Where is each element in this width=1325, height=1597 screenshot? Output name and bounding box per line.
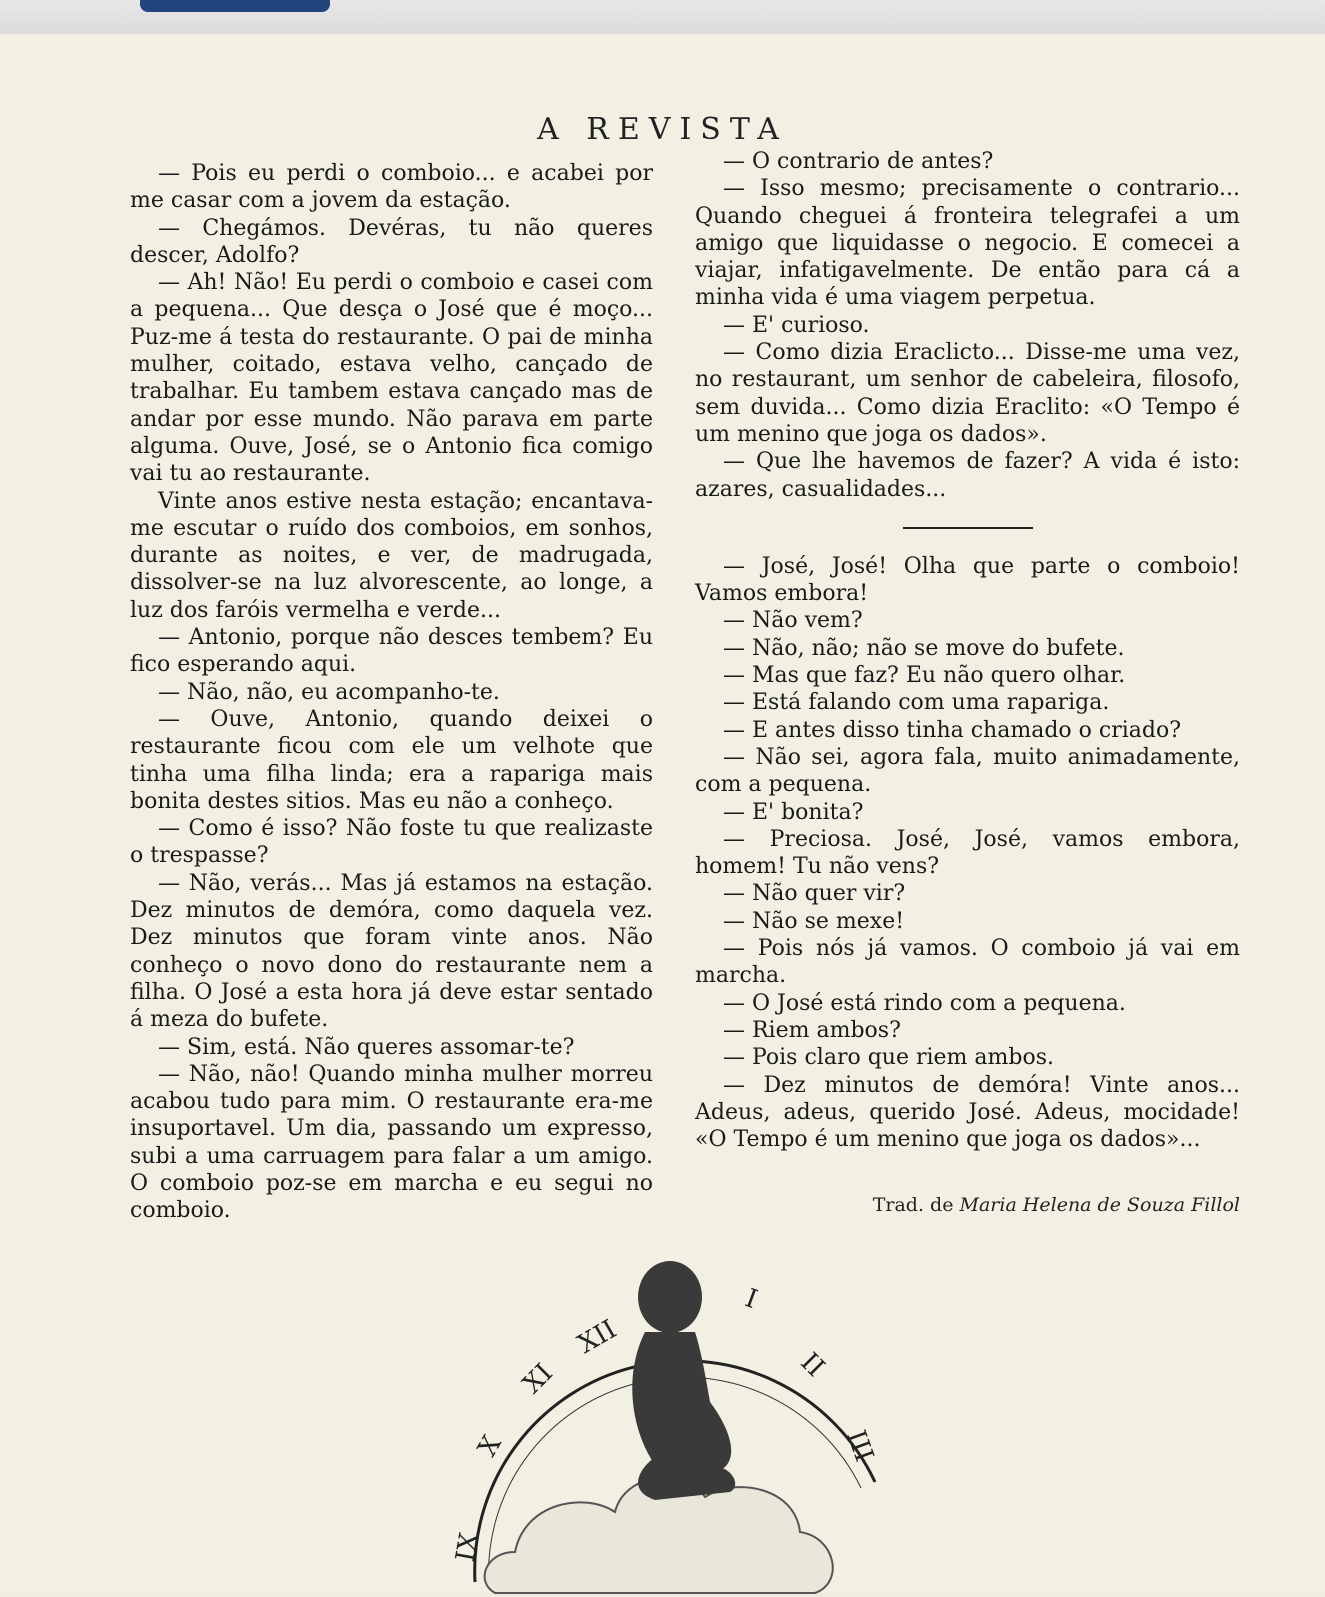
paragraph: — Não, verás... Mas já estamos na estação. Dez minutos de demóra, como daquela vez. Dez minutos que foram vinte anos. Não conheço o novo dono do restaurante nem a filha. O José a esta hora já deve estar sentado á meza do bufete.	[130, 870, 653, 1033]
paragraph: — Como é isso? Não foste tu que realizaste o trespasse?	[130, 816, 653, 869]
paragraph: — O José está rindo com a pequena.	[723, 990, 1126, 1016]
paragraph: — Que lhe havemos de fazer? A vida é isto: azares, casualidades...	[695, 449, 1240, 502]
paragraph: — O contrario de antes?	[723, 149, 994, 174]
paragraph: — Como dizia Eraclicto... Disse-me uma vez, no restaurant, um senhor de cabeleira, filosofo, sem duvida... Como dizia Eraclito: «O Tempo é um menino que joga os dados».	[695, 340, 1240, 447]
paragraph: — José, José! Olha que parte o comboio! Vamos embora!	[695, 553, 1240, 607]
numeral-xii: XII	[573, 1314, 622, 1360]
translation-credit	[695, 1194, 1240, 1216]
numeral-x: X	[472, 1430, 508, 1462]
paragraph: — Preciosa. José, José, vamos embora, homem! Tu não vens?	[695, 826, 1240, 880]
paragraph: — Dez minutos de demóra! Vinte anos... Adeus, adeus, querido José. Adeus, mocidade! «O Tempo é um menino que joga os dados»...	[695, 1072, 1240, 1153]
paragraph: — Chegámos. Devéras, tu não queres descer, Adolfo?	[130, 215, 653, 268]
left-column	[130, 160, 653, 1225]
paragraph: — Ouve, Antonio, quando deixei o restaurante ficou com ele um velhote que tinha uma filha linda; era a rapariga mais bonita destes sitios. Mas eu não a conheço.	[130, 706, 653, 814]
paragraph: — Sim, está. Não queres assomar-te?	[158, 1034, 575, 1060]
paragraph: — Ah! Não! Eu perdi o comboio e casei com a pequena... Que desça o José que é moço... Puz-me á testa do restaurante. O pai de minha mulher, coitado, estava velho, cançado de trabalhar. Eu tambem estava cançado mas de andar por esse mundo. Não parava em parte alguma. Ouve, José, se o Antonio fica comigo vai tu ao restaurante.	[130, 270, 653, 487]
paragraph: — Não quer vir?	[723, 881, 906, 907]
paragraph: — Não vem?	[723, 608, 863, 634]
numeral-iii: III	[840, 1426, 880, 1466]
numeral-ix: IX	[450, 1530, 486, 1564]
top-strip	[0, 0, 1325, 38]
paragraph: — Não sei, agora fala, muito animadamente, com a pequena.	[695, 744, 1240, 798]
paragraph: Vinte anos estive nesta estação; encantava-me escutar o ruído dos comboios, em sonhos, durante as noites, e ver, de madrugada, dissolver-se na luz alvorescente, ao longe, a luz dos faróis vermelha e verde...	[130, 488, 653, 623]
paragraph: — Isso mesmo; precisamente o contrario... Quando cheguei á fronteira telegrafei a um amigo que liquidasse o negocio. E comecei a viajar, infatigavelmente. De então para cá a minha vida é uma viagem perpetua.	[695, 176, 1240, 311]
paragraph: — Antonio, porque não desces tembem? Eu fico esperando aqui.	[130, 625, 653, 678]
paragraph: — Pois nós já vamos. O comboio já vai em marcha.	[695, 936, 1240, 989]
numeral-i: I	[741, 1283, 762, 1316]
paragraph: — Não, não! Quando minha mulher morreu acabou tudo para mim. O restaurante era-me insuportavel. Um dia, passando um expresso, subi a uma carruagem para falar a um amigo. O comboio poz-se em marcha e eu segui no comboio.	[130, 1061, 653, 1224]
binder-tab	[140, 0, 330, 12]
paragraph: — Não, não, eu acompanho-te.	[158, 679, 500, 705]
paragraph: — Não, não; não se move do bufete.	[723, 635, 1125, 661]
paragraph: — Não se mexe!	[723, 908, 905, 934]
paragraph: — Pois claro que riem ambos.	[723, 1045, 1054, 1071]
credit-prefix: Trad. de	[872, 1194, 954, 1216]
numeral-xi: XI	[517, 1358, 559, 1400]
paragraph: — Riem ambos?	[723, 1017, 901, 1043]
paragraph: — E' bonita?	[723, 799, 864, 825]
page-header: A REVISTA	[537, 112, 788, 147]
numeral-ii: II	[794, 1347, 831, 1383]
paragraph: — E antes disso tinha chamado o criado?	[723, 717, 1181, 743]
paragraph: — Pois eu perdi o comboio... e acabei por me casar com a jovem da estação.	[130, 161, 653, 214]
right-column	[695, 148, 1240, 1153]
section-divider	[903, 527, 1033, 529]
translator-name: Maria Helena de Souza Fillol	[959, 1194, 1240, 1216]
paragraph: — Mas que faz? Eu não quero olhar.	[723, 663, 1126, 689]
clock-child-icon	[450, 1252, 895, 1593]
paragraph: — E' curioso.	[723, 312, 870, 338]
paragraph: — Está falando com uma rapariga.	[723, 690, 1110, 716]
